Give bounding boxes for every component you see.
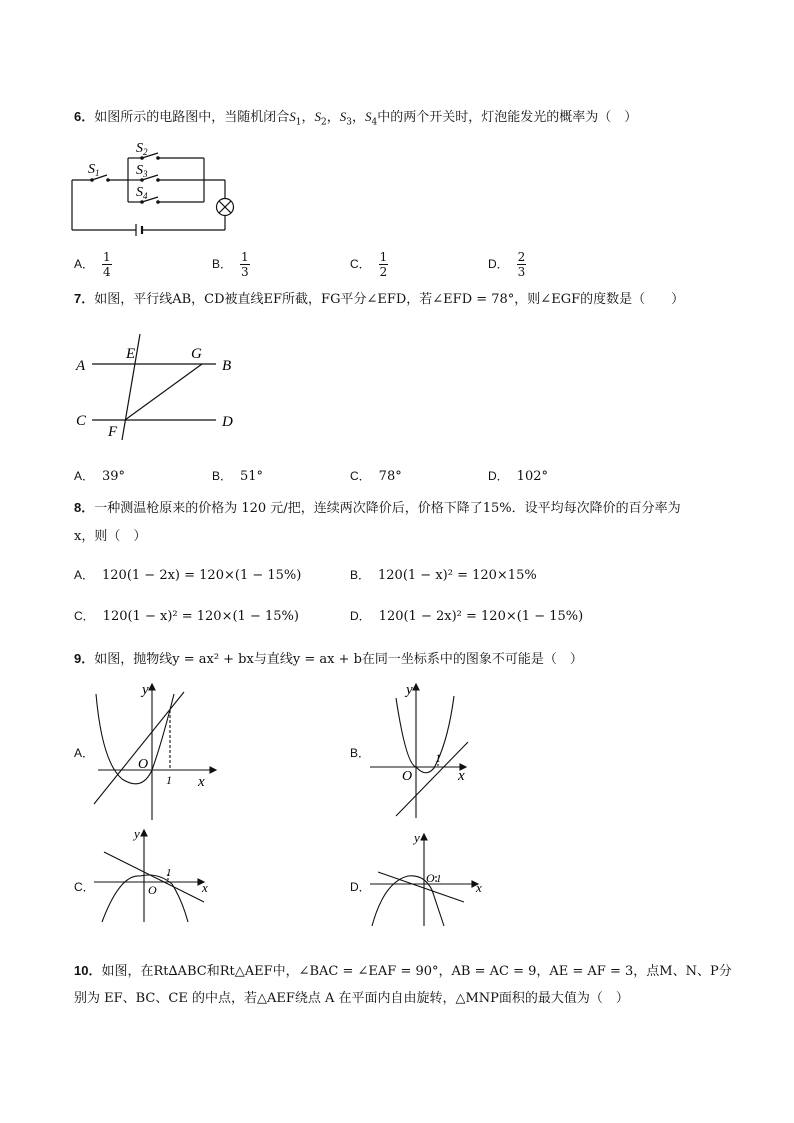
label-B: B: [222, 358, 232, 374]
circuit-diagram: [70, 138, 240, 244]
y-axis-label: y: [134, 826, 140, 841]
label-s1: $S_1$: [88, 162, 100, 178]
label-A: A: [76, 358, 86, 374]
origin-label: O: [402, 769, 413, 784]
label-s4: $S_4$: [136, 185, 148, 201]
label-s2: $S_2$: [136, 141, 148, 157]
label-D: D: [222, 414, 233, 430]
q6-option-d[interactable]: D． $\frac{2}{3}$: [488, 250, 526, 279]
tick-one-label: 1: [166, 867, 172, 879]
y-axis-label: y: [142, 682, 149, 698]
x-axis-label: x: [458, 768, 465, 784]
x-axis-label: x: [202, 880, 208, 895]
q9-graph-a: [92, 682, 222, 822]
q7-option-b[interactable]: B． 51°: [212, 469, 264, 484]
tick-one-label: 1: [435, 751, 441, 765]
origin-label: O: [426, 871, 435, 885]
tick-one-label: 1: [166, 773, 172, 787]
q7-option-a[interactable]: A． 39°: [74, 469, 126, 484]
question-9-stem: 9．如图，抛物线y = ax² + bx与直线y = ax + b在同一坐标系中的图象不可能是（ ）: [74, 651, 583, 667]
x-axis-label: x: [198, 774, 205, 790]
question-10-stem-line1: 10．如图，在Rt∆ABC和Rt△AEF中，∠BAC = ∠EAF = 90°，AB = AC = 9，AE = AF = 3，点M、N、P分: [74, 963, 732, 979]
q9-option-b[interactable]: B．: [350, 746, 371, 760]
q7-option-c[interactable]: C． 78°: [350, 469, 402, 484]
q8-option-d[interactable]: D． 120(1 − 2x)² = 120×(1 − 15%): [350, 609, 584, 624]
q8-option-b[interactable]: B． 120(1 − x)² = 120×15%: [350, 568, 537, 583]
q7-option-d[interactable]: D． 102°: [488, 469, 548, 484]
y-axis-label: y: [414, 830, 420, 845]
question-6-stem: 6．如图所示的电路图中，当随机闭合$S_1$，$S_2$，$S_3$，$S_4$中的两个开关时，灯泡能发光的概率为（ ）: [74, 109, 638, 128]
question-7-stem: 7．如图，平行线AB，CD被直线EF所截，FG平分∠EFD，若∠EFD = 78°，则∠EGF的度数是（ ）: [74, 291, 685, 307]
tick-one-label: 1: [436, 873, 442, 885]
q6-option-a[interactable]: A． $\frac{1}{4}$: [74, 250, 111, 279]
q9-option-a[interactable]: A．: [74, 746, 95, 760]
question-10-stem-line2: 别为 EF、BC、CE 的中点，若△AEF绕点 A 在平面内自由旋转，△MNP面积的最大值为（ ）: [74, 991, 629, 1006]
q6-option-b[interactable]: B． $\frac{1}{3}$: [212, 250, 249, 279]
q8-option-a[interactable]: A． 120(1 − 2x) = 120×(1 − 15%): [74, 568, 302, 583]
question-8-stem-line2: x，则（ ）: [74, 529, 147, 544]
origin-label: O: [138, 757, 149, 772]
label-F: F: [108, 424, 118, 440]
label-G: G: [191, 346, 202, 362]
x-axis-label: x: [476, 880, 482, 895]
q9-graph-b: [368, 682, 478, 822]
origin-label: O: [148, 883, 157, 897]
q9-option-d[interactable]: D．: [350, 880, 371, 894]
parallel-lines-figure: [74, 334, 244, 446]
q6-option-c[interactable]: C． $\frac{1}{2}$: [350, 250, 388, 279]
q9-graph-d: [368, 830, 488, 930]
label-s3: $S_3$: [136, 163, 148, 179]
y-axis-label: y: [406, 682, 413, 698]
q9-option-c[interactable]: C．: [74, 880, 95, 894]
label-C: C: [76, 413, 87, 429]
q8-option-c[interactable]: C． 120(1 − x)² = 120×(1 − 15%): [74, 609, 299, 624]
question-8-stem-line1: 8．一种测温枪原来的价格为 120 元/把，连续两次降价后，价格下降了15%．设平均每次降价的百分率为: [74, 500, 681, 516]
label-E: E: [126, 346, 136, 362]
q9-graph-c: [92, 824, 222, 924]
